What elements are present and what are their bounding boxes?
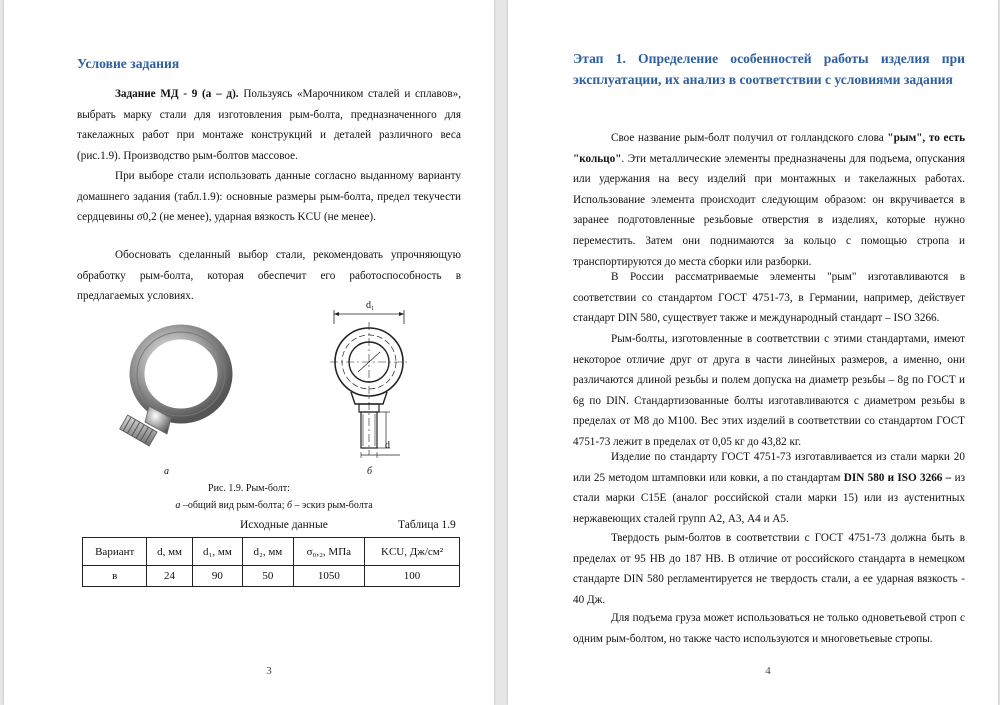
caption-text-a: общий вид рым-болта; xyxy=(187,500,285,511)
steel-choice-text: При выборе стали использовать данные согласно выданному варианту домашнего задания (табл.1.9): основные размеры рым-болта, предел текучести сердцевины σ0,2 (не менее), ударная вязкость KCU (не менее). xyxy=(77,170,461,224)
task-paragraph xyxy=(77,84,461,166)
figure-caption-title: Рис. 1.9. Рым-болт: xyxy=(208,483,290,494)
table-header-cell: σ₀,₂, МПа xyxy=(293,538,364,566)
figure-caption-parts xyxy=(154,500,394,511)
table-cell: 100 xyxy=(365,566,460,587)
intro-text-a: Свое название рым-болт получил от голландского слова xyxy=(611,132,888,144)
table-header-cell: KCU, Дж/см² xyxy=(365,538,460,566)
table-cell: 24 xyxy=(147,566,192,587)
justification-paragraph xyxy=(77,245,461,307)
materials-bold: DIN 580 и ISO 3266 – xyxy=(843,471,952,484)
task-text: Пользуясь «Марочником сталей и сплавов», выбрать марку стали для изготовления рым-болта, предназначенного для такелажных работ при монтаже конструкций и деталей различного веса (рис.1.9). Производство рым-болтов массовое. xyxy=(77,88,461,162)
task-label: Задание МД - 9 (а – д). xyxy=(115,88,239,100)
figure-label-b: б xyxy=(367,466,373,477)
page-3 xyxy=(4,0,494,705)
page-title: Условие задания xyxy=(77,56,180,71)
intro-text-b: . Эти металлические элементы предназначены для подъема, опускания или удержания на весу изделий при монтажных и такелажных работах. Использование элемента происходит следующим образом: он вкручивается в заранее подготовленные резьбовые отверстия в изделиях, которые нужно переместить. Затем они поднимаются за кольцо с помощью стропа и транспортируются до места сборки или разборки. xyxy=(573,152,965,268)
table-header-cell: d₂, мм xyxy=(243,538,293,566)
table-cell: 50 xyxy=(243,566,293,587)
differences-paragraph xyxy=(573,329,965,453)
eye-bolt-sketch xyxy=(320,300,420,470)
table-cell: 90 xyxy=(192,566,242,587)
hardness-text: Твердость рым-болтов в соответствии с ГОСТ 4751-73 должна быть в пределах от 95 НВ до 187 НВ. В отличие от российского стандарта в немецком стандарте DIN 580 регламентируется не твердость стали, а ее ударная вязкость - 40 Дж. xyxy=(573,532,965,606)
page-number: 3 xyxy=(266,665,272,677)
steel-choice-paragraph xyxy=(77,166,461,228)
table-cell: в xyxy=(83,566,147,587)
standards-text: В России рассматриваемые элементы "рым" изготавливаются в соответствии со стандартом ГОСТ 4751-73, в Германии, например, действует стандарт DIN 580, существует также и международный стандарт – ISO 3266. xyxy=(573,271,965,325)
materials-paragraph xyxy=(573,447,965,529)
table-cell: 1050 xyxy=(293,566,364,587)
caption-letter-b: б xyxy=(287,500,293,511)
caption-text-b: – эскиз рым-болта xyxy=(292,500,373,511)
eye-bolt-photo xyxy=(109,322,249,462)
page-number: 4 xyxy=(765,665,771,677)
table-number: Таблица 1.9 xyxy=(398,519,456,531)
slings-text: Для подъема груза может использоваться не только одноветьевой строп с одним рым-болтом, но также часто используются и многоветьевые стропы. xyxy=(573,612,965,645)
sketch-dim-d1: d₁ xyxy=(366,300,375,311)
page-4 xyxy=(508,0,998,705)
standards-paragraph xyxy=(573,267,965,329)
differences-text: Рым-болты, изготовленные в соответствии с этими стандартами, имеют некоторое отличие друг от друга в части линейных размеров, а именно, они различаются длиной резьбы и полем допуска на диаметр резьбы – 8g по ГОСТ и 6g по DIN. Стандартизованные болты изготавливаются с диаметром резьбы в пределах от М8 до М100. Вес этих изделий в соответствии со стандартом ГОСТ 4751-73 лежит в пределах от 0,05 кг до 43,82 кг. xyxy=(573,333,965,448)
table-header-cell: Вариант xyxy=(83,538,147,566)
table-title: Исходные данные xyxy=(240,519,328,531)
justification-text: Обосновать сделанный выбор стали, рекомендовать упрочняющую обработку рым-болта, которая обеспечит его работоспособность в предлагаемых условиях. xyxy=(77,249,461,303)
figure-label-a: а xyxy=(164,466,169,477)
sketch-dim-d: d xyxy=(385,440,390,451)
section-heading: Этап 1. Определение особенностей работы изделия при эксплуатации, их анализ в соответствии с условиями задания xyxy=(573,51,965,87)
table-header-cell: d₁, мм xyxy=(192,538,242,566)
table-header-row xyxy=(83,538,460,566)
caption-letter-a: а – xyxy=(175,500,188,511)
table-row xyxy=(83,566,460,587)
materials-text-a: Изделие по стандарту ГОСТ 4751-73 изготавливается из стали марки 20 или 25 методом штамповки или ковки, а по стандартам xyxy=(573,451,965,484)
intro-bold: "рым", то есть "кольцо" xyxy=(573,132,965,165)
slings-paragraph xyxy=(573,608,965,649)
hardness-paragraph xyxy=(573,528,965,610)
materials-text-b: из стали марки С15Е (аналог российской стали марки 15) или из аустенитных нержавеющих сталей групп А2, А3, А4 и А5. xyxy=(573,471,965,525)
intro-paragraph xyxy=(573,128,965,272)
table-header-cell: d, мм xyxy=(147,538,192,566)
initial-data-table xyxy=(82,537,460,587)
